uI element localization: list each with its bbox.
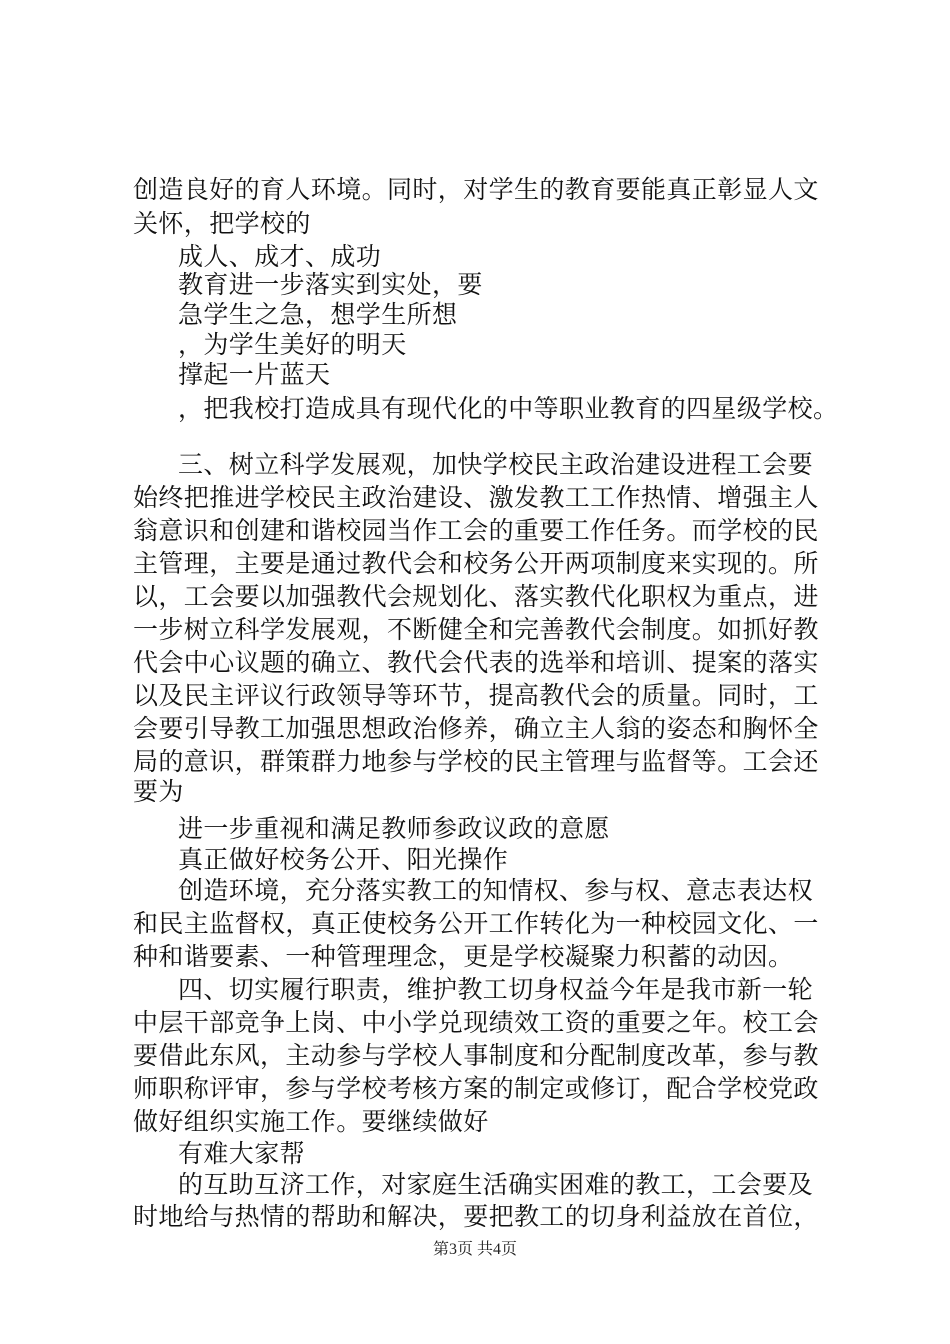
- text-line: 创造环境，充分落实教工的知情权、参与权、意志表达权: [178, 876, 814, 905]
- text-line: 以，工会要以加强教代会规划化、落实教代化职权为重点，进: [133, 582, 819, 611]
- text-line: 三、树立科学发展观，加快学校民主政治建设进程工会要: [178, 450, 814, 479]
- text-line: 师职称评审，参与学校考核方案的制定或修订，配合学校党政: [133, 1074, 819, 1103]
- text-line: 成人、成才、成功: [178, 242, 382, 271]
- text-line: 真正做好校务公开、阳光操作: [178, 845, 509, 874]
- text-line: ，把我校打造成具有现代化的中等职业教育的四星级学校。: [178, 394, 839, 423]
- page-number-footer: 第3页 共4页: [432, 1241, 517, 1258]
- text-line: 会要引导教工加强思想政治修养，确立主人翁的姿态和胸怀全: [133, 714, 819, 743]
- text-line: 始终把推进学校民主政治建设、激发教工工作热情、增强主人: [133, 483, 819, 512]
- text-line: 做好组织实施工作。要继续做好: [133, 1107, 489, 1136]
- text-line: 翁意识和创建和谐校园当作工会的重要工作任务。而学校的民: [133, 516, 819, 545]
- text-line: 代会中心议题的确立、教代会代表的选举和培训、提案的落实: [133, 648, 819, 677]
- text-line: 急学生之急，想学生所想: [178, 300, 458, 329]
- text-line: 撑起一片蓝天: [178, 360, 331, 389]
- text-line: 关怀，把学校的: [133, 209, 311, 238]
- text-line: 中层干部竞争上岗、中小学兑现绩效工资的重要之年。校工会: [133, 1008, 819, 1037]
- text-line: 有难大家帮: [178, 1139, 306, 1168]
- text-line: 主管理，主要是通过教代会和校务公开两项制度来实现的。所: [133, 549, 819, 578]
- text-line: 和民主监督权，真正使校务公开工作转化为一种校园文化、一: [133, 909, 819, 938]
- text-line: 要为: [133, 777, 184, 806]
- text-line: 创造良好的育人环境。同时，对学生的教育要能真正彰显人文: [133, 175, 819, 204]
- text-line: 种和谐要素、一种管理理念，更是学校凝聚力积蓄的动因。: [133, 942, 794, 971]
- text-line: 四、切实履行职责，维护教工切身权益今年是我市新一轮: [178, 975, 814, 1004]
- text-line: 要借此东风，主动参与学校人事制度和分配制度改革，参与教: [133, 1041, 819, 1070]
- text-line: 教育进一步落实到实处，要: [178, 270, 483, 299]
- text-line: 以及民主评议行政领导等环节，提高教代会的质量。同时，工: [133, 681, 819, 710]
- text-line: 一步树立科学发展观，不断健全和完善教代会制度。如抓好教: [133, 615, 819, 644]
- text-line: ，为学生美好的明天: [178, 330, 407, 359]
- text-line: 局的意识，群策群力地参与学校的民主管理与监督等。工会还: [133, 747, 819, 776]
- text-line: 进一步重视和满足教师参政议政的意愿: [178, 814, 610, 843]
- text-line: 时地给与热情的帮助和解决，要把教工的切身利益放在首位，: [133, 1202, 819, 1231]
- text-line: 的互助互济工作，对家庭生活确实困难的教工，工会要及: [178, 1170, 814, 1199]
